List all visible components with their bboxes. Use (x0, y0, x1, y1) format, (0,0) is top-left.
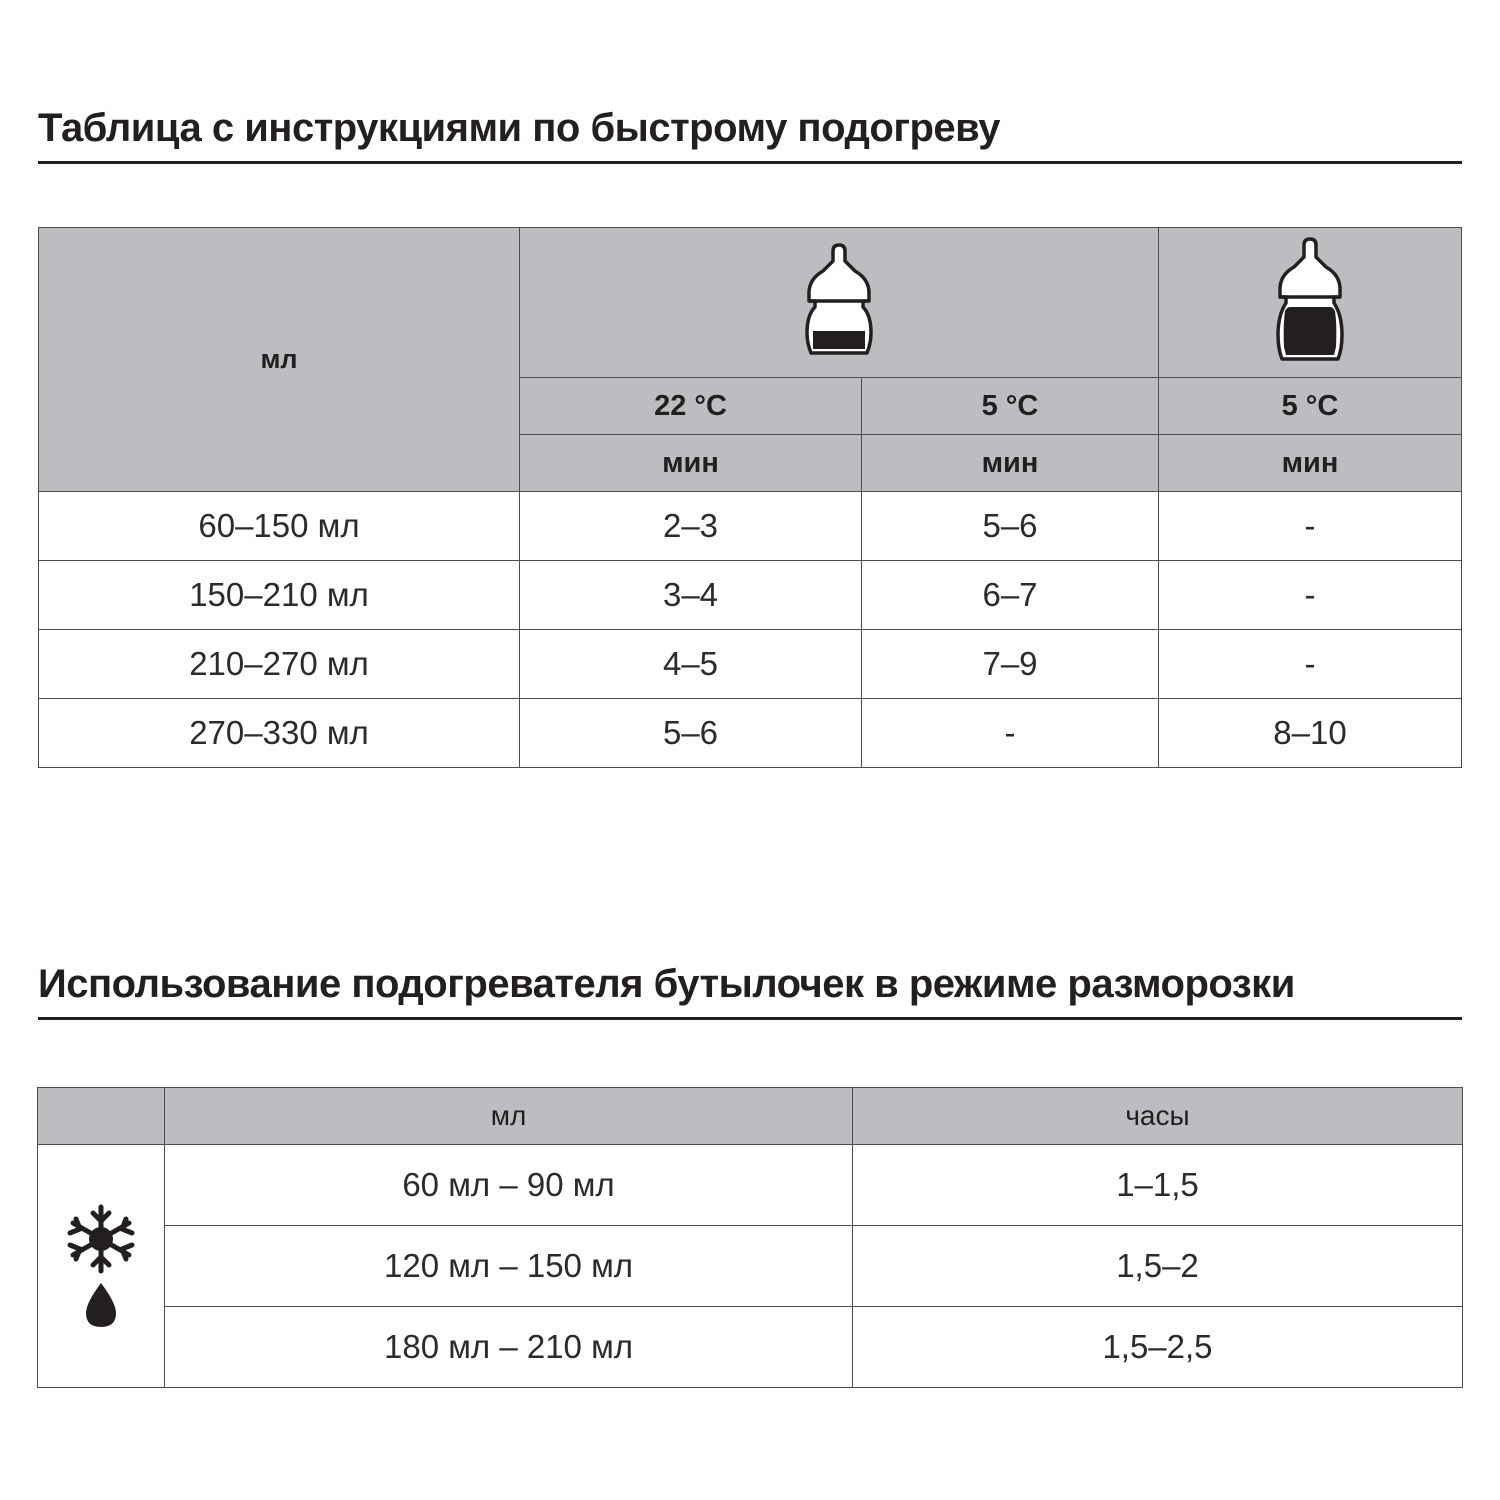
unit-header: мин (520, 435, 862, 492)
snowflake-drop-icon (56, 1201, 146, 1331)
hours-column-header: часы (853, 1088, 1463, 1145)
quick-warm-table (38, 227, 1462, 768)
time-cell: 3–4 (520, 561, 862, 630)
time-cell: - (1159, 561, 1462, 630)
time-cell: - (1159, 630, 1462, 699)
table-row (39, 492, 1462, 561)
half-bottle-header (520, 228, 1159, 378)
bottle-full-filled-icon (1270, 235, 1350, 371)
volume-cell: 60–150 мл (39, 492, 520, 561)
ml-column-header: мл (165, 1088, 853, 1145)
table-row (38, 1226, 1463, 1307)
time-cell: 6–7 (862, 561, 1159, 630)
time-cell: 5–6 (520, 699, 862, 768)
time-cell: 4–5 (520, 630, 862, 699)
hours-cell: 1,5–2 (853, 1226, 1463, 1307)
time-cell: 5–6 (862, 492, 1159, 561)
hours-cell: 1–1,5 (853, 1145, 1463, 1226)
ml-column-header: мл (39, 228, 520, 492)
defrost-heading: Использование подогревателя бутылочек в режиме разморозки (38, 962, 1462, 1020)
quick-warm-heading: Таблица с инструкциями по быстрому подогреву (38, 106, 1462, 164)
table-row (39, 699, 1462, 768)
volume-cell: 60 мл – 90 мл (165, 1145, 853, 1226)
full-bottle-header (1159, 228, 1462, 378)
temp-22-header: 22 °C (520, 378, 862, 435)
volume-cell: 270–330 мл (39, 699, 520, 768)
defrost-icon-cell (38, 1145, 165, 1388)
time-cell: 7–9 (862, 630, 1159, 699)
icon-column-header (38, 1088, 165, 1145)
hours-cell: 1,5–2,5 (853, 1307, 1463, 1388)
temp-5-header: 5 °C (862, 378, 1159, 435)
time-cell: 2–3 (520, 492, 862, 561)
table-row (39, 630, 1462, 699)
unit-header: мин (862, 435, 1159, 492)
volume-cell: 210–270 мл (39, 630, 520, 699)
bottle-half-filled-icon (799, 241, 879, 365)
volume-cell: 180 мл – 210 мл (165, 1307, 853, 1388)
table-row (38, 1145, 1463, 1226)
unit-header: мин (1159, 435, 1462, 492)
table-row (39, 561, 1462, 630)
temp-5-full-header: 5 °C (1159, 378, 1462, 435)
time-cell: - (1159, 492, 1462, 561)
volume-cell: 120 мл – 150 мл (165, 1226, 853, 1307)
time-cell: - (862, 699, 1159, 768)
table-row (38, 1307, 1463, 1388)
volume-cell: 150–210 мл (39, 561, 520, 630)
time-cell: 8–10 (1159, 699, 1462, 768)
defrost-table (37, 1087, 1463, 1388)
